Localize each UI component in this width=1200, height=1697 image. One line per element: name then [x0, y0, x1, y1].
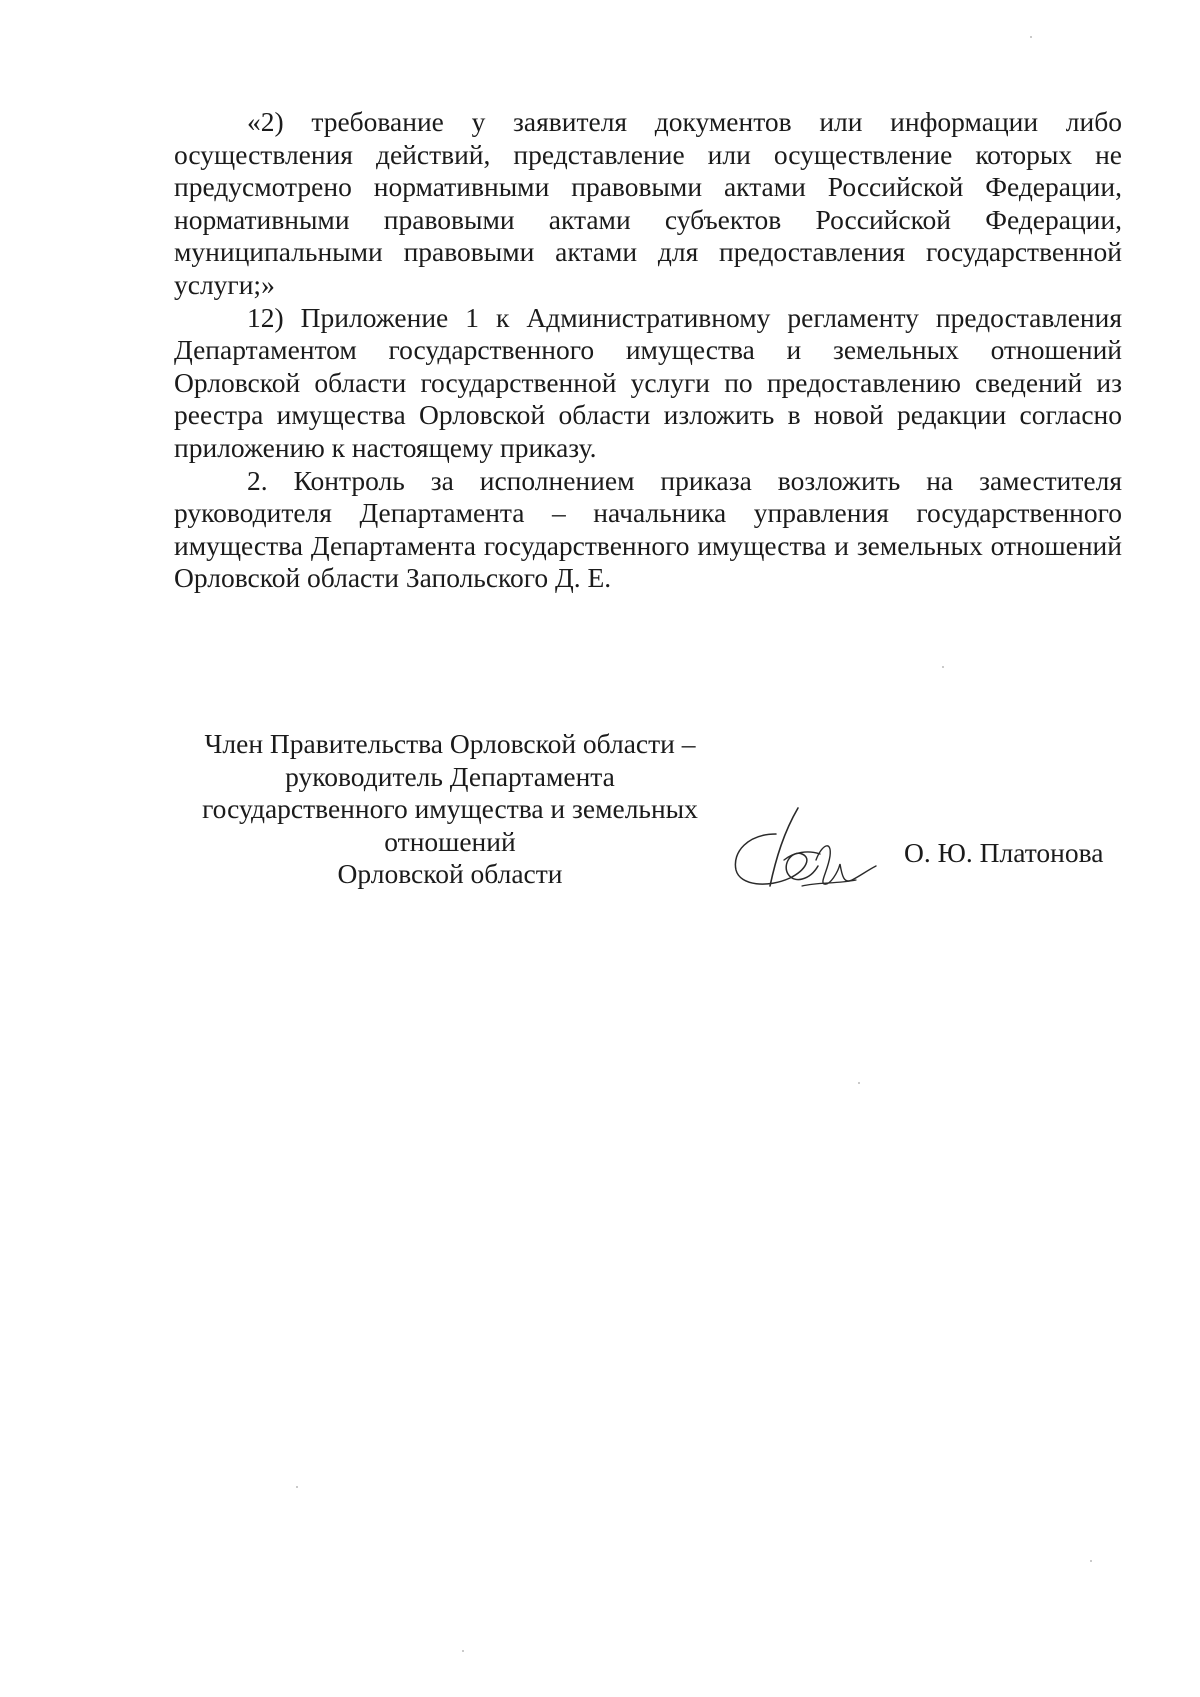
signatory-title: [170, 728, 730, 891]
scan-speck: [462, 1650, 464, 1652]
signatory-title-line: руководитель Департамента: [285, 760, 615, 792]
document-body: [174, 106, 1122, 595]
signatory-title-line: Член Правительства Орловской области –: [204, 728, 696, 759]
signatory-title-line: государственного имущества и земельных: [202, 793, 698, 825]
paragraph-item-12-appendix: 12) Приложение 1 к Административному регламенту предоставления Департаментом государственного имущества и земельных отношений Орловской области государственной услуги по предоставлению сведений из реестра имущества Орловской области изложить в новой редакции согласно приложению к настоящему приказу.: [174, 301, 1122, 463]
signatory-name: О. Ю. Платонова: [904, 837, 1104, 868]
scan-speck: [296, 1486, 298, 1488]
scan-speck: [942, 666, 944, 668]
paragraph-control-clause: 2. Контроль за исполнением приказа возложить на заместителя руководителя Департамента – начальника управления государственного имущества Департамента государственного имущества и земельных отношений Орловской области Запольского Д. Е.: [174, 464, 1122, 594]
scan-speck: [1030, 36, 1032, 38]
scan-speck: [1090, 1560, 1092, 1562]
scan-speck: [858, 1082, 860, 1084]
signatory-title-line: отношений: [384, 825, 516, 857]
handwritten-signature: [728, 800, 878, 900]
paragraph-item-2-requirement: «2) требование у заявителя документов или информации либо осуществления действий, представление или осуществление которых не предусмотрено нормативными правовыми актами Российской Федерации, нормативными правовыми актами субъектов Российской Федерации, муниципальными правовыми актами для предоставления государственной услуги;»: [174, 106, 1122, 300]
signatory-title-line: Орловской области: [337, 858, 563, 890]
